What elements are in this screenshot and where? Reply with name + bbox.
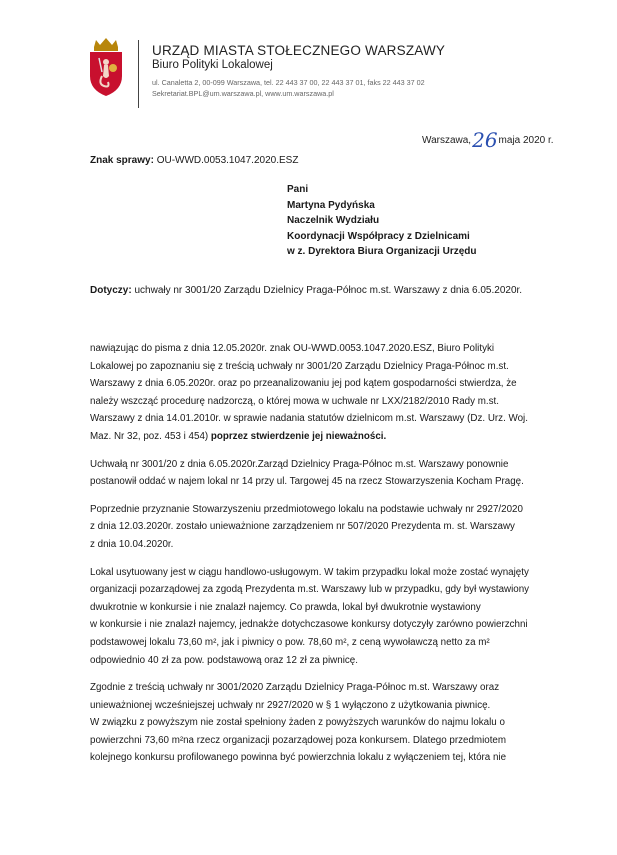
letterhead (152, 43, 572, 99)
contact-line: Sekretariat.BPL@um.warszawa.pl, www.um.warszawa.pl (152, 89, 334, 98)
recipient-block (287, 182, 477, 260)
paragraph-1 (90, 340, 545, 446)
date-month-year: maja 2020 r. (498, 135, 554, 146)
body-line: postanowił oddać w najem lokal nr 14 przy ul. Targowej 45 na rzecz Stowarzyszenia Kocham Pragę. (90, 476, 524, 488)
paragraph-5 (90, 679, 545, 767)
body-line: organizacji pozarządowej za zgodą Prezydenta m.st. Warszawy lub w przypadku, gdy był wystawiony (90, 584, 530, 596)
date-city: Warszawa, (422, 135, 472, 146)
body-line: Lokalowej po zapoznaniu się z treścią uchwały nr 3001/20 Zarządu Dzielnicy Praga-Północ m.st. (90, 360, 509, 372)
letter-body (90, 340, 545, 767)
case-reference (90, 155, 298, 166)
recipient-line: Koordynacji Współpracy z Dzielnicami (287, 230, 470, 242)
body-line (90, 428, 545, 446)
body-line: w konkursie i nie znalazł najemcy, jednakże dotychczasowe konkursy dotyczyły zarówno powierzchni (90, 619, 528, 631)
address-line: ul. Canaletta 2, 00-099 Warszawa, tel. 22 443 37 00, 22 443 37 01, faks 22 443 37 02 (152, 78, 425, 87)
header-divider (138, 40, 139, 108)
warsaw-coat-of-arms-logo (84, 38, 128, 98)
body-line: powierzchni 73,60 m²na rzecz organizacji pozarządowej poza konkursem. Dlatego przedmiotem (90, 734, 507, 746)
paragraph-4 (90, 564, 545, 670)
body-text: Maz. Nr 32, poz. 453 i 454) (90, 430, 209, 442)
reference-label: Znak sprawy: (90, 155, 154, 166)
body-line: unieważnionej wcześniejszej uchwały nr 2927/2020 w § 1 wyłączono z użytkowania piwnicę. (90, 699, 491, 711)
paragraph-2 (90, 456, 545, 491)
body-line: Poprzednie przyznanie Stowarzyszeniu przedmiotowego lokalu na podstawie uchwały nr 2927/2020 (90, 503, 523, 515)
department-name: Biuro Polityki Lokalowej (152, 59, 273, 71)
letter-date (422, 124, 554, 152)
body-line: nawiązując do pisma z dnia 12.05.2020r. znak OU-WWD.0053.1047.2020.ESZ, Biuro Polityki (90, 343, 495, 354)
body-line: dwukrotnie w konkursie i nie znalazł najemcy. Co prawda, lokal był dwukrotnie wystawiony (90, 601, 481, 613)
body-line: kolejnego konkursu profilowanego powinna być powierzchnia lokalu z wyłączeniem tej, która nie (90, 752, 507, 764)
subject-label: Dotyczy: (90, 285, 132, 296)
recipient-line: Pani (287, 184, 309, 195)
subject-text: uchwały nr 3001/20 Zarządu Dzielnicy Praga-Północ m.st. Warszawy z dnia 6.05.2020r. (134, 285, 523, 296)
recipient-line: Martyna Pydyńska (287, 199, 375, 211)
emphasis-text: poprzez stwierdzenie jej nieważności. (210, 430, 387, 442)
organization-name: URZĄD MIASTA STOŁECZNEGO WARSZAWY (152, 43, 446, 58)
recipient-line: w z. Dyrektora Biura Organizacji Urzędu (287, 246, 477, 257)
body-line: Warszawy z dnia 14.01.2010r. w sprawie nadania statutów dzielnicom m.st. Warszawy (Dz. Urz. Woj. (90, 413, 528, 425)
body-line: podstawowej lokalu 73,60 m², jak i piwnicy o pow. 78,60 m², z ceną wywoławczą netto za m² (90, 636, 490, 648)
body-line: odpowiednio 40 zł za pow. podstawową oraz 12 zł za piwnicę. (90, 654, 358, 666)
body-line: należy wszcząć procedurę nadzorczą, o której mowa w uchwale nr LXX/2182/2010 Rady m.st. (90, 395, 499, 407)
body-line: z dnia 10.04.2020r. (90, 538, 174, 550)
paragraph-3 (90, 501, 545, 554)
body-line: z dnia 12.03.2020r. zostało unieważnione zarządzeniem nr 507/2020 Prezydenta m. st. Warszawy (90, 521, 515, 533)
address-block (152, 77, 572, 99)
body-line: Zgodnie z treścią uchwały nr 3001/2020 Zarządu Dzielnicy Praga-Północ m.st. Warszawy oraz (90, 682, 500, 694)
subject-line (90, 285, 522, 296)
body-line: Uchwałą nr 3001/20 z dnia 6.05.2020r.Zarząd Dzielnicy Praga-Północ m.st. Warszawy ponownie (90, 458, 509, 470)
date-day-handwritten: 26 (472, 128, 498, 152)
body-line: Lokal usytuowany jest w ciągu handlowo-usługowym. W takim przypadku lokal może zostać wynajęty (90, 566, 529, 578)
body-line: Warszawy z dnia 6.05.2020r. oraz po przeanalizowaniu jej pod kątem gospodarności stwierdza, że (90, 378, 517, 390)
recipient-line: Naczelnik Wydziału (287, 215, 380, 226)
reference-value: OU-WWD.0053.1047.2020.ESZ (156, 155, 299, 166)
body-line: W związku z powyższym nie został spełniony żaden z powyższych warunków do najmu lokalu o (90, 717, 505, 729)
